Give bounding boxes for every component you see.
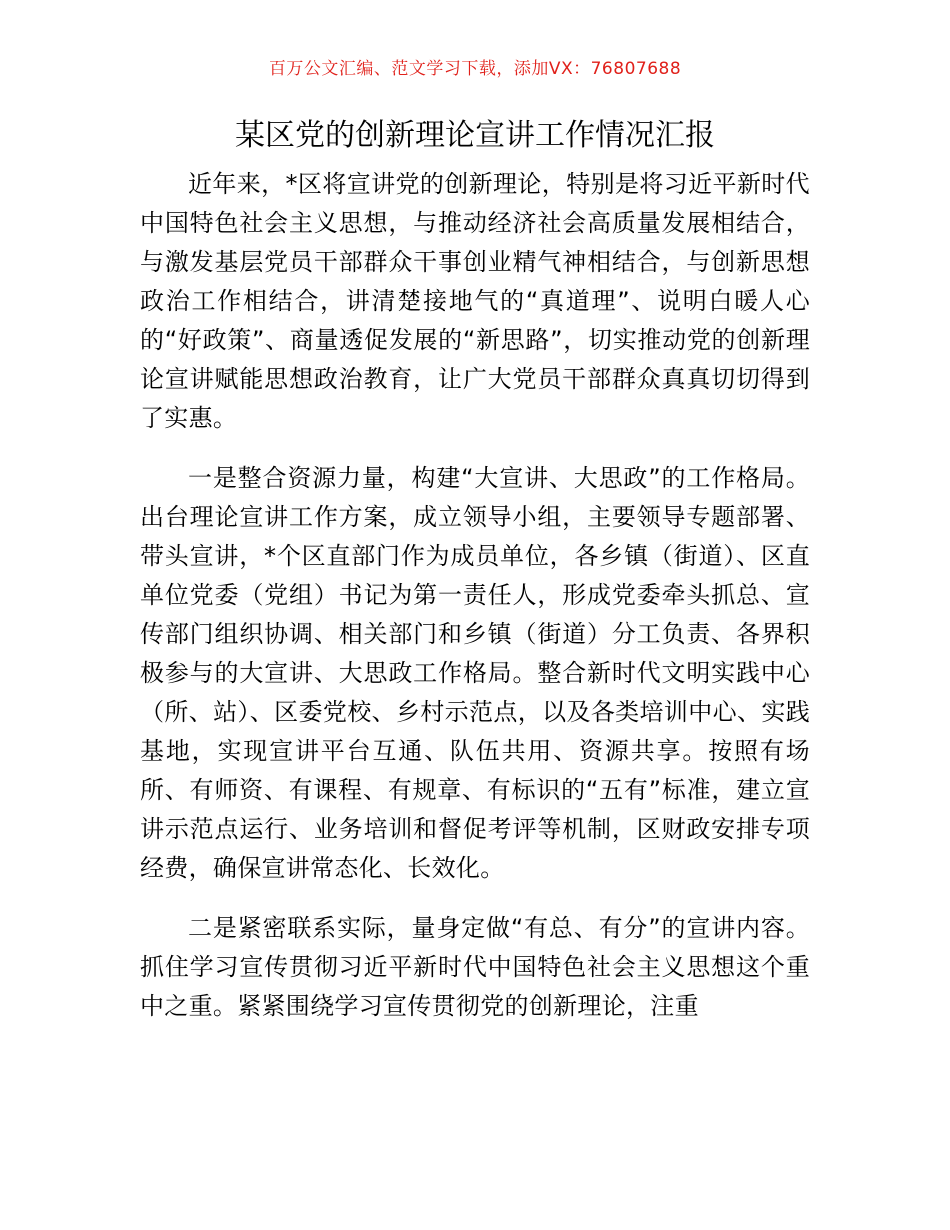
download-notice: 百万公文汇编、范文学习下载，添加VX：76807688 xyxy=(268,59,682,79)
document-title: 某区党的创新理论宣讲工作情况汇报 xyxy=(235,118,715,153)
paragraph-section-two: 二是紧密联系实际，量身定做“有总、有分”的宣讲内容。抓住学习宣传贯彻习近平新时代中国特色社会主义思想这个重中之重。紧紧围绕学习宣传贯彻党的创新理论，注重 xyxy=(140,914,810,1020)
document-body xyxy=(140,165,810,1047)
paragraph-intro: 近年来，*区将宣讲党的创新理论，特别是将习近平新时代中国特色社会主义思想，与推动经济社会高质量发展相结合，与激发基层党员干部群众干事创业精气神相结合，与创新思想政治工作相结合，讲清楚接地气的“真道理”、说明白暖人心的“好政策”、商量透促发展的“新思路”，切实推动党的创新理论宣讲赋能思想政治教育，让广大党员干部群众真真切切得到了实惠。 xyxy=(140,170,810,432)
paragraph-section-one: 一是整合资源力量，构建“大宣讲、大思政”的工作格局。出台理论宣讲工作方案，成立领导小组，主要领导专题部署、带头宣讲，*个区直部门作为成员单位，各乡镇（街道）、区直单位党委（党组）书记为第一责任人，形成党委牵头抓总、宣传部门组织协调、相关部门和乡镇（街道）分工负责、各界积极参与的大宣讲、大思政工作格局。整合新时代文明实践中心（所、站）、区委党校、乡村示范点，以及各类培训中心、实践基地，实现宣讲平台互通、队伍共用、资源共享。按照有场所、有师资、有课程、有规章、有标识的“五有”标准，建立宣讲示范点运行、业务培训和督促考评等机制，区财政安排专项经费，确保宣讲常态化、长效化。 xyxy=(140,464,810,882)
